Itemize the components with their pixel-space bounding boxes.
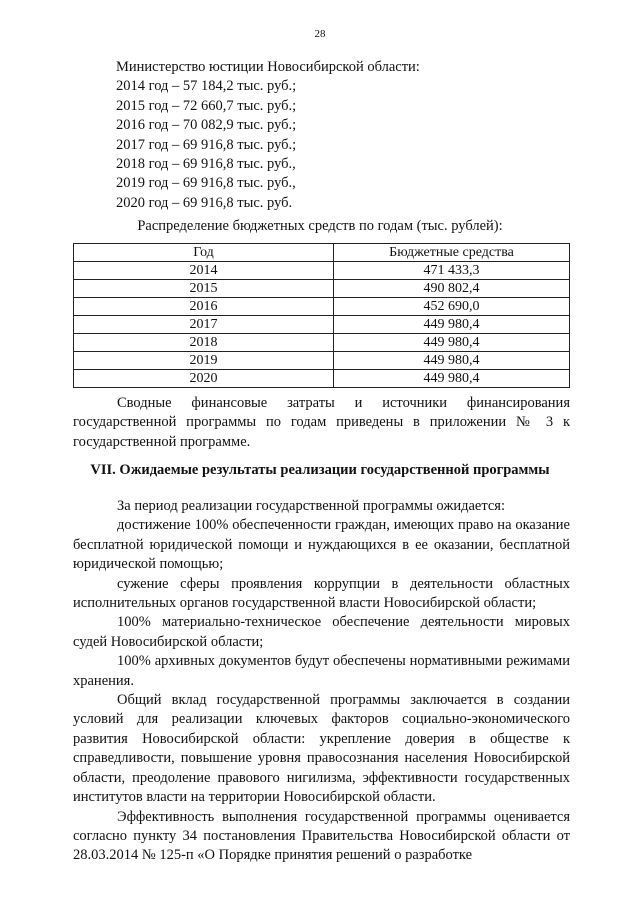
paragraph: сужение сферы проявления коррупции в деятельности областных исполнительных органов государственной власти Новосибирской области; bbox=[73, 575, 570, 612]
funding-line: 2016 год – 70 082,9 тыс. руб.; bbox=[116, 117, 297, 134]
funding-line: 2018 год – 69 916,8 тыс. руб., bbox=[116, 156, 296, 173]
paragraph: Общий вклад государственной программы заключается в создании условий для реализации ключевых факторов социально-экономического развития Новосибирской области: укрепление доверия в обществе к справедливости, повышение уровня правосознания населения Новосибирской области, преодоление правового нигилизма, эффективности государственных институтов власти на территории Новосибирской области. bbox=[73, 692, 570, 806]
funding-line: 2017 год – 69 916,8 тыс. руб.; bbox=[116, 136, 297, 153]
year-cell: 2017 bbox=[74, 316, 334, 334]
year-cell: 2015 bbox=[74, 280, 334, 298]
ministry-funding-block bbox=[116, 58, 420, 213]
budget-cell: 490 802,4 bbox=[334, 280, 570, 298]
table-row bbox=[74, 352, 570, 370]
table-row bbox=[74, 298, 570, 316]
paragraph: Эффективность выполнения государственной программы оценивается согласно пункту 34 постановления Правительства Новосибирской области от 28.03.2014 № 125-п «О Порядке принятия решений о разработке bbox=[73, 808, 570, 864]
summary-paragraph: Сводные финансовые затраты и источники финансирования государственной программы по годам приведены в приложении № 3 к государственной программе. bbox=[73, 395, 570, 450]
ministry-title: Министерство юстиции Новосибирской области: bbox=[116, 59, 420, 75]
year-cell: 2014 bbox=[74, 262, 334, 280]
funding-line: 2020 год – 69 916,8 тыс. руб. bbox=[116, 194, 293, 211]
body-text bbox=[73, 497, 570, 866]
budget-cell: 449 980,4 bbox=[334, 334, 570, 352]
paragraph: 100% материально-техническое обеспечение деятельности мировых судей Новосибирской области; bbox=[73, 614, 570, 650]
year-cell: 2019 bbox=[74, 352, 334, 370]
funding-line: 2014 год – 57 184,2 тыс. руб.; bbox=[116, 78, 297, 95]
section-heading: VII. Ожидаемые результаты реализации государственной программы bbox=[90, 462, 550, 478]
budget-cell: 452 690,0 bbox=[334, 298, 570, 316]
year-cell: 2018 bbox=[74, 334, 334, 352]
budget-cell: 449 980,4 bbox=[334, 352, 570, 370]
year-cell: 2020 bbox=[74, 370, 334, 388]
table-row bbox=[74, 316, 570, 334]
budget-cell: 449 980,4 bbox=[334, 316, 570, 334]
table-row bbox=[74, 262, 570, 280]
header-year: Год bbox=[74, 244, 334, 262]
budget-table bbox=[73, 243, 570, 388]
table-row bbox=[74, 280, 570, 298]
table-row bbox=[74, 370, 570, 388]
year-cell: 2016 bbox=[74, 298, 334, 316]
budget-cell: 449 980,4 bbox=[334, 370, 570, 388]
page-number: 28 bbox=[314, 28, 326, 40]
budget-cell: 471 433,3 bbox=[334, 262, 570, 280]
paragraph: 100% архивных документов будут обеспечены нормативными режимами хранения. bbox=[73, 653, 570, 689]
funding-line: 2019 год – 69 916,8 тыс. руб., bbox=[116, 175, 296, 192]
paragraph: достижение 100% обеспеченности граждан, имеющих право на оказание бесплатной юридической помощи и нуждающихся в ее оказании, бесплатной юридической помощью; bbox=[73, 517, 570, 573]
paragraph: За период реализации государственной программы ожидается: bbox=[117, 498, 505, 514]
table-row bbox=[74, 334, 570, 352]
table-caption: Распределение бюджетных средств по годам (тыс. рублей): bbox=[137, 218, 503, 234]
funding-line: 2015 год – 72 660,7 тыс. руб.; bbox=[116, 97, 297, 114]
header-budget: Бюджетные средства bbox=[334, 244, 570, 262]
table-header-row bbox=[74, 244, 570, 262]
